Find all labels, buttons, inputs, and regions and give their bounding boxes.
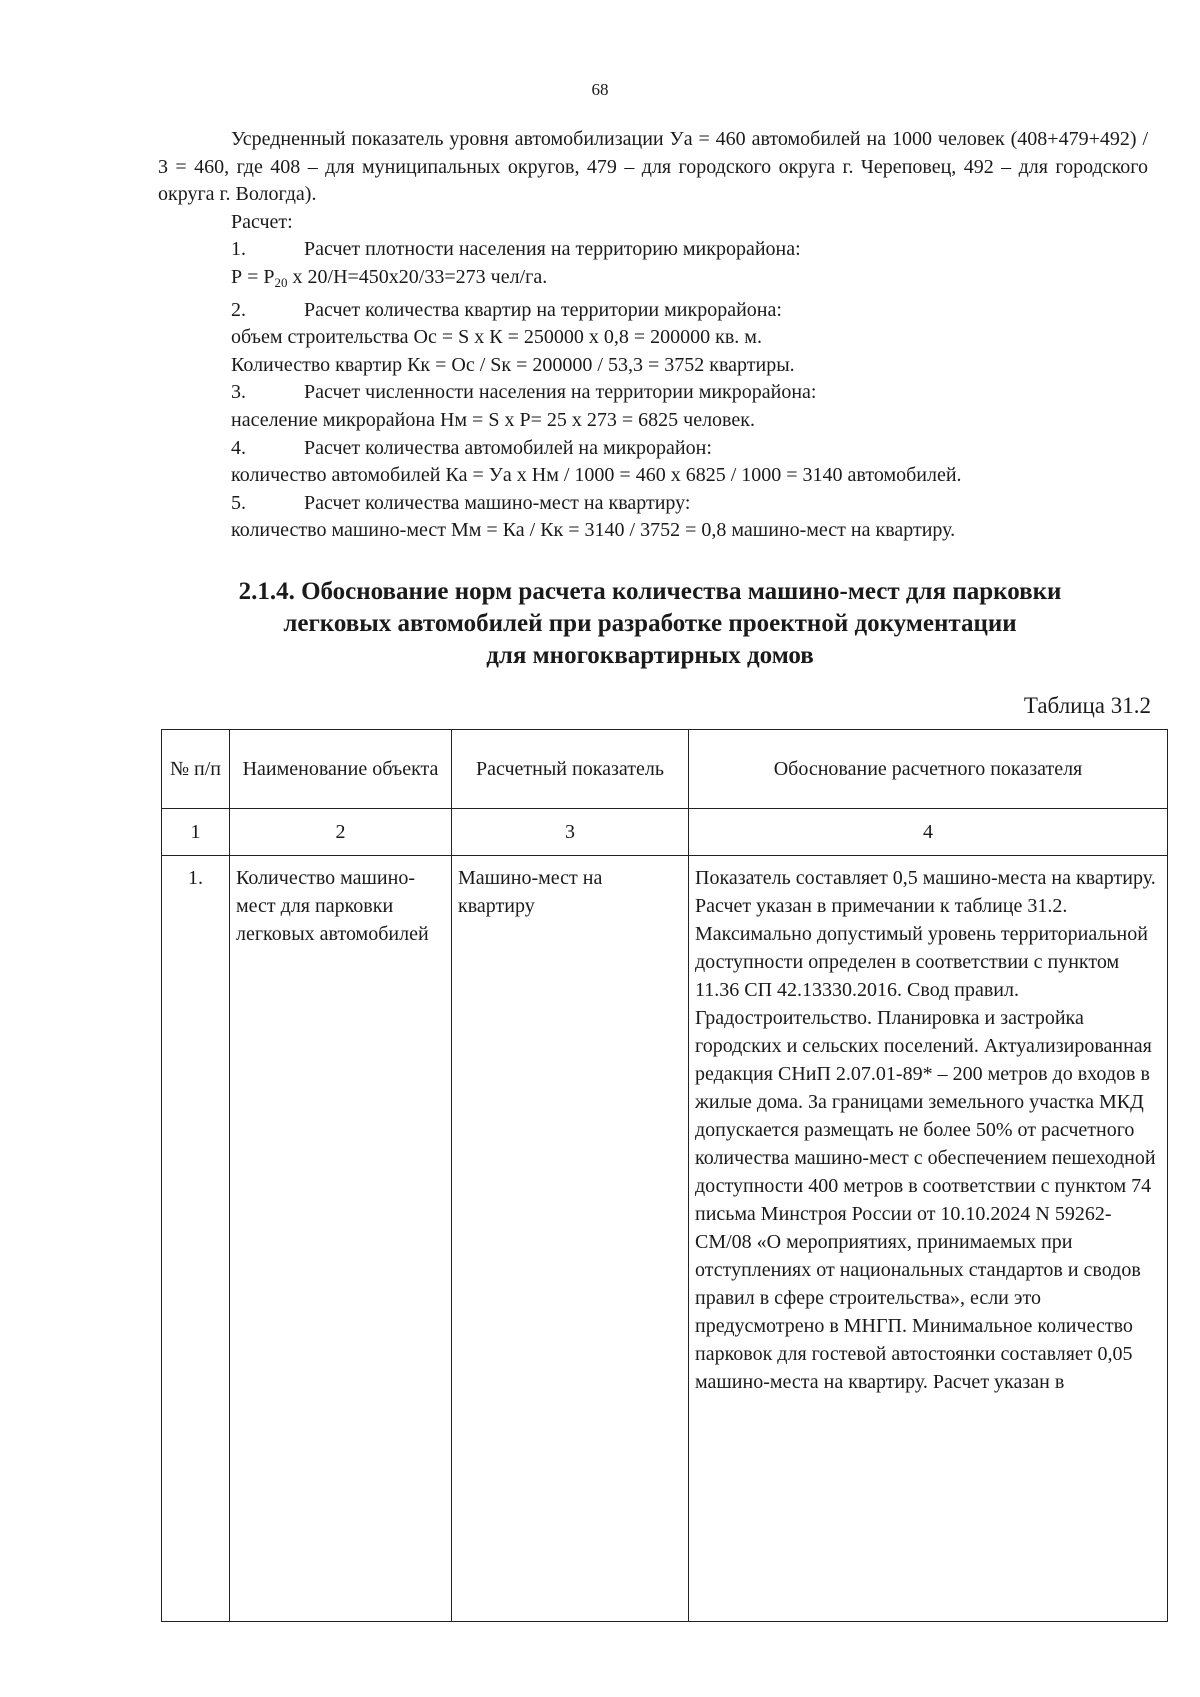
calc-line: Количество квартир Кк = Ос / Sк = 200000 / 53,3 = 3752 квартиры. [231, 353, 795, 376]
formula-subscript: 20 [274, 274, 288, 290]
calc-line: объем строительства Ос = S х К = 250000 х 0,8 = 200000 кв. м. [231, 326, 762, 349]
section-title [150, 576, 1150, 672]
section-title-line: 2.1.4. Обоснование норм расчета количества машино-мест для парковки [238, 578, 1062, 605]
calc-step-2 [158, 297, 1148, 325]
table-caption: Таблица 31.2 [1023, 693, 1151, 718]
table-header-row [162, 730, 1168, 809]
step-title: Расчет количества автомобилей на микрорайон: [304, 436, 712, 459]
column-number-row [162, 809, 1168, 856]
calc-step-4 [158, 435, 1148, 463]
formula-prefix: Р = Р [231, 265, 275, 288]
column-number: 3 [452, 809, 689, 856]
step-number: 1. [231, 238, 246, 261]
header-justification: Обоснование расчетного показателя [689, 730, 1168, 809]
table-row [162, 856, 1168, 1622]
step-title: Расчет плотности населения на территорию микрорайона: [304, 238, 801, 261]
header-object: Наименование объекта [230, 730, 452, 809]
formula-suffix: х 20/Н=450х20/33=273 чел/га. [287, 265, 548, 288]
norms-table [161, 729, 1168, 1622]
intro-paragraph: Усредненный показатель уровня автомобилизации Уа = 460 автомобилей на 1000 человек (408+479+492) / 3 = 460, где 408 – для муниципальных округов, 479 – для городского округа г. Череповец, 492 – для городского округа г. Вологда). [158, 128, 1148, 206]
density-formula [158, 264, 1148, 297]
step-number: 4. [231, 436, 246, 459]
calc-step-5 [158, 490, 1148, 518]
row-number: 1. [162, 856, 230, 1622]
row-indicator: Машино-мест на квартиру [452, 856, 689, 1622]
calc-line: количество автомобилей Ка = Уа х Нм / 1000 = 460 х 6825 / 1000 = 3140 автомобилей. [231, 464, 962, 487]
step-number: 3. [231, 381, 246, 404]
step-title: Расчет количества машино-мест на квартиру: [304, 491, 691, 514]
calc-heading: Расчет: [231, 210, 293, 233]
header-indicator: Расчетный показатель [452, 730, 689, 809]
step-number: 5. [231, 491, 246, 514]
column-number: 2 [230, 809, 452, 856]
calc-line: население микрорайона Нм = S х Р= 25 х 273 = 6825 человек. [231, 408, 755, 431]
section-title-line: легковых автомобилей при разработке проектной документации [283, 610, 1017, 637]
header-number: № п/п [162, 730, 230, 809]
calc-step-3 [158, 379, 1148, 407]
column-number: 4 [689, 809, 1168, 856]
step-title: Расчет численности населения на территории микрорайона: [304, 381, 817, 404]
section-title-line: для многоквартирных домов [486, 642, 814, 669]
step-title: Расчет количества квартир на территории микрорайона: [304, 298, 782, 321]
column-number: 1 [162, 809, 230, 856]
calc-step-1 [158, 236, 1148, 264]
row-object: Количество машино-мест для парковки легковых автомобилей [230, 856, 452, 1622]
row-justification: Показатель составляет 0,5 машино-места на квартиру. Расчет указан в примечании к таблице 31.2. Максимально допустимый уровень территориальной доступности определен в соответствии с пунктом 11.36 СП 42.13330.2016. Свод правил. Градостроительство. Планировка и застройка городских и сельских поселений. Актуализированная редакция СНиП 2.07.01-89* – 200 метров до входов в жилые дома. За границами земельного участка МКД допускается размещать не более 50% от расчетного количества машино-мест с обеспечением пешеходной доступности 400 метров в соответствии с пунктом 74 письма Минстроя России от 10.10.2024 N 59262-СМ/08 «О мероприятиях, принимаемых при отступлениях от национальных стандартов и сводов правил в сфере строительства», если это предусмотрено в МНГП. Минимальное количество парковок для гостевой автостоянки составляет 0,05 машино-места на квартиру. Расчет указан в [689, 856, 1168, 1622]
intro-block [158, 126, 1148, 545]
page-number: 68 [591, 80, 609, 99]
calc-line: количество машино-мест Мм = Ка / Кк = 3140 / 3752 = 0,8 машино-мест на квартиру. [231, 519, 956, 542]
step-number: 2. [231, 298, 246, 321]
